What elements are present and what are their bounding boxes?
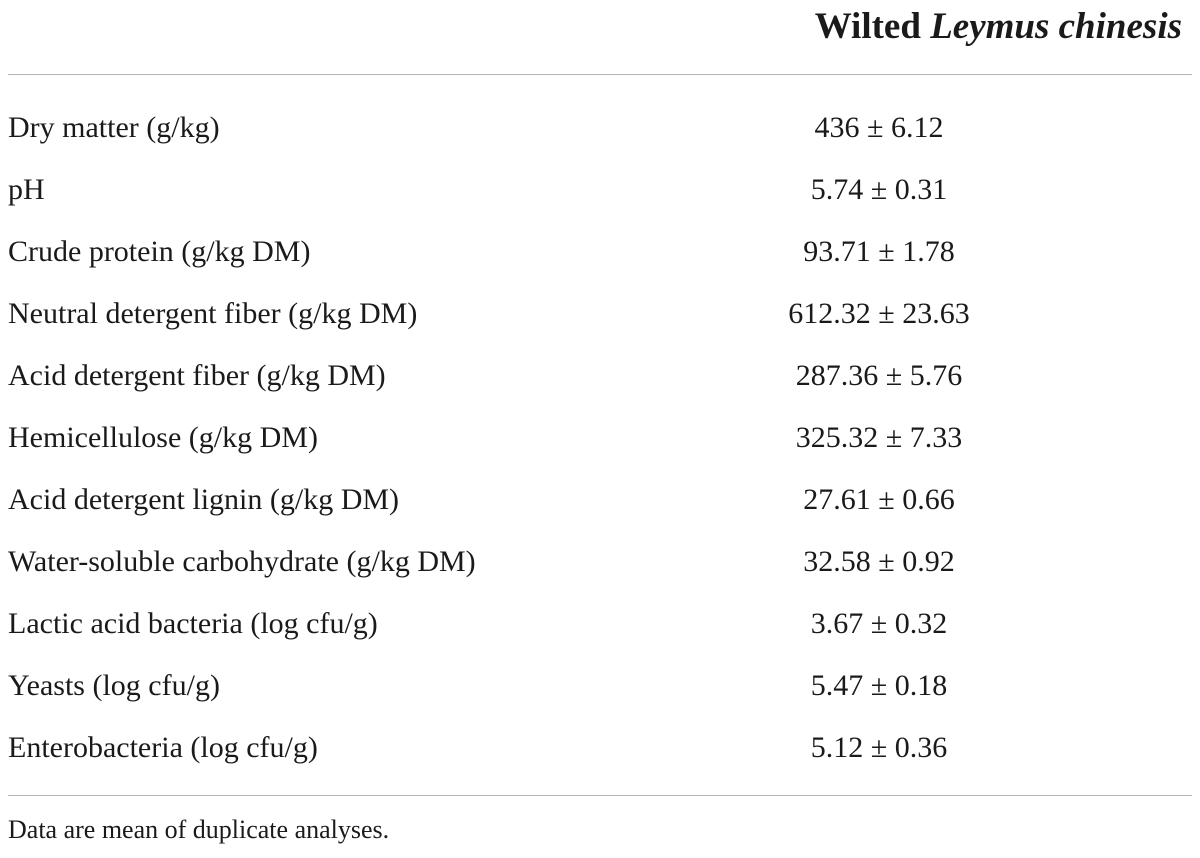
table-row — [0, 224, 1200, 286]
row-parameter: Neutral detergent fiber (g/kg DM) — [8, 297, 418, 330]
row-parameter: Lactic acid bacteria (log cfu/g) — [8, 607, 378, 640]
row-parameter: Yeasts (log cfu/g) — [8, 669, 220, 702]
row-value: 436 ± 6.12 — [814, 111, 944, 144]
table-row — [0, 348, 1200, 410]
row-parameter: Acid detergent lignin (g/kg DM) — [8, 483, 400, 516]
row-value: 5.74 ± 0.31 — [810, 173, 948, 206]
footer-divider — [8, 795, 1192, 796]
column-header-species: Leymus chinesis — [930, 6, 1182, 47]
column-header-wilted-leymus-chinesis — [815, 3, 1182, 51]
row-parameter: pH — [8, 173, 45, 206]
table-row — [0, 472, 1200, 534]
table-row — [0, 162, 1200, 224]
row-value: 612.32 ± 23.63 — [788, 297, 970, 330]
table-row — [0, 286, 1200, 348]
row-value: 325.32 ± 7.33 — [795, 421, 963, 454]
row-parameter: Dry matter (g/kg) — [8, 111, 220, 144]
row-value: 93.71 ± 1.78 — [803, 235, 955, 268]
table-row — [0, 720, 1200, 782]
column-header-prefix: Wilted — [814, 6, 931, 47]
row-value: 5.12 ± 0.36 — [810, 731, 948, 764]
table-row — [0, 100, 1200, 162]
row-value: 32.58 ± 0.92 — [803, 545, 955, 578]
row-value: 27.61 ± 0.66 — [803, 483, 955, 516]
row-value: 5.47 ± 0.18 — [810, 669, 948, 702]
row-parameter: Crude protein (g/kg DM) — [8, 235, 311, 268]
table-row — [0, 534, 1200, 596]
row-value: 287.36 ± 5.76 — [795, 359, 963, 392]
header-divider — [8, 74, 1192, 75]
row-parameter: Water-soluble carbohydrate (g/kg DM) — [8, 545, 476, 578]
table-footnote: Data are mean of duplicate analyses. — [8, 815, 390, 844]
table-row — [0, 410, 1200, 472]
table-row — [0, 596, 1200, 658]
row-parameter: Enterobacteria (log cfu/g) — [8, 731, 318, 764]
table-body — [0, 100, 1200, 782]
table-header-row — [0, 0, 1200, 74]
row-value: 3.67 ± 0.32 — [810, 607, 948, 640]
row-parameter: Acid detergent fiber (g/kg DM) — [8, 359, 386, 392]
table-row — [0, 658, 1200, 720]
row-parameter: Hemicellulose (g/kg DM) — [8, 421, 318, 454]
